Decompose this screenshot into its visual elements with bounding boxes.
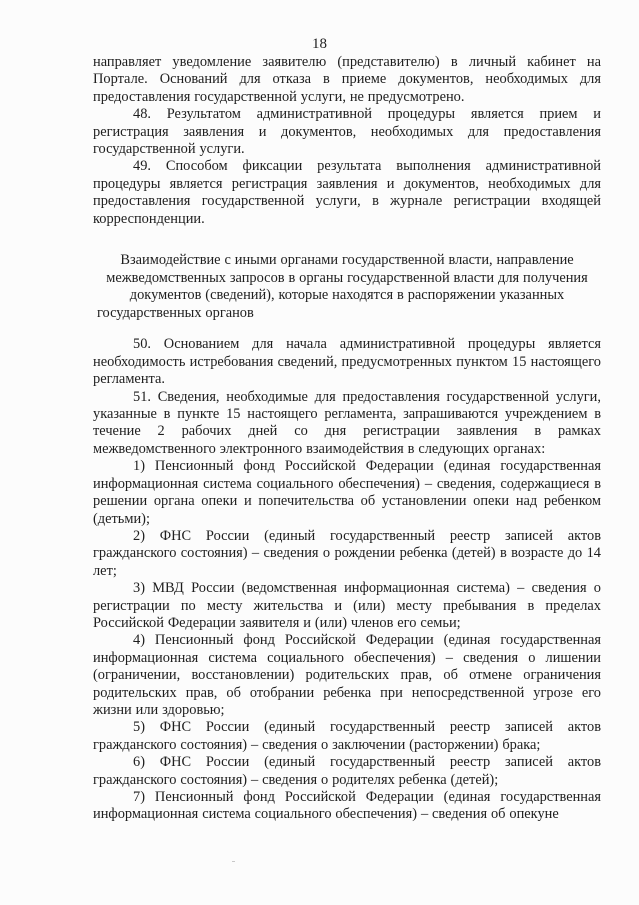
list-item-4: 4) Пенсионный фонд Российской Федерации (единая государственная информационная система социального обеспечения) – сведения о лишении (ограничении, восстановлении) родительских прав, об отмене ограничения родительских прав, об отобрании ребенка при непосредственной угрозе его жизни или здоровью;	[93, 632, 601, 718]
list-item-3: 3) МВД России (ведомственная информационная система) – сведения о регистрации по месту жительства и (или) месту пребывания в пределах Российской Федерации заявителя и (или) членов его семьи;	[93, 580, 601, 631]
list-item-2: 2) ФНС России (единый государственный реестр записей актов гражданского состояния) – сведения о рождении ребенка (детей) в возрасте до 14 лет;	[93, 527, 601, 579]
paragraph-51: 51. Сведения, необходимые для предоставления государственной услуги, указанные в пункте 15 настоящего регламента, запрашиваются учреждением в течение 2 рабочих дней со дня регистрации заявления в рамках межведомственного электронного взаимодействия в следующих органах:	[93, 388, 601, 457]
list-item-6: 6) ФНС России (единый государственный реестр записей актов гражданского состояния) – сведения о родителях ребенка (детей);	[93, 754, 601, 788]
paragraph-48: 48. Результатом административной процедуры является прием и регистрация заявления и документов, необходимых для предоставления государственной услуги.	[93, 106, 601, 158]
section-heading: Взаимодействие с иными органами государственной власти, направление межведомственных запросов в органы государственной власти для получения документов (сведений), которые находятся в распоряжении указанных государственных органов	[97, 252, 588, 321]
list-item-7: 7) Пенсионный фонд Российской Федерации (единая государственная информационная система социального обеспечения) – сведения об опекуне	[93, 789, 601, 823]
list-item-1: 1) Пенсионный фонд Российской Федерации (единая государственная информационная система социального обеспечения) – сведения, содержащиеся в решении органа опеки и попечительства об установлении опеки над ребенком (детьми);	[93, 458, 601, 527]
paragraph-50: 50. Основанием для начала административной процедуры является необходимость истребования сведений, предусмотренных пунктом 15 настоящего регламента.	[93, 336, 601, 388]
page-number: 18	[312, 36, 327, 52]
paragraph-49: 49. Способом фиксации результата выполнения административной процедуры является регистрация заявления и документов, необходимых для предоставления государственной услуги, в журнале регистрации входящей корреспонденции.	[93, 158, 601, 227]
scan-speck	[232, 861, 235, 862]
paragraph-continuation: направляет уведомление заявителю (представителю) в личный кабинет на Порталe. Оснований для отказа в приеме документов, необходимых для предоставления государственной услуги, не предусмотрено.	[93, 54, 601, 105]
list-item-5: 5) ФНС России (единый государственный реестр записей актов гражданского состояния) – сведения о заключении (расторжении) брака;	[93, 719, 601, 753]
document-body	[93, 54, 601, 824]
